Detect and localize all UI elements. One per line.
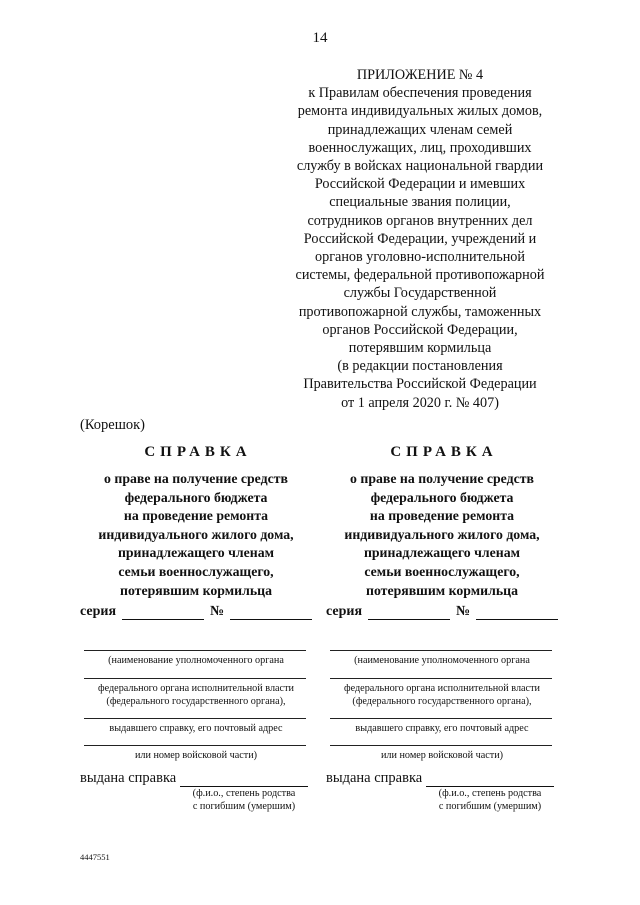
subtitle-line: принадлежащего членам — [363, 545, 521, 561]
issued-row — [80, 770, 312, 787]
appendix-line: службу в войсках национальной гвардии — [296, 158, 544, 175]
authority-caption-3: (федерального государственного органа), — [352, 696, 532, 708]
subtitle-line: федерального бюджета — [370, 489, 514, 505]
authority-field-2[interactable] — [330, 678, 552, 679]
appendix-line: ремонта индивидуальных жилых домов, — [297, 103, 543, 120]
issued-row — [326, 770, 558, 787]
address-field[interactable] — [84, 718, 306, 719]
authority-caption: (наименование уполномоченного органа — [108, 655, 284, 667]
subtitle-line: о праве на получение средств — [104, 471, 288, 486]
appendix-line: Российской Федерации и имевших — [314, 176, 526, 193]
appendix-line: к Правилам обеспечения проведения — [308, 85, 532, 102]
issued-caption-line: с погибшим (умершим) — [192, 801, 296, 813]
appendix-line: специальные звания полиции, — [329, 194, 511, 211]
authority-caption: (наименование уполномоченного органа — [354, 655, 530, 667]
issued-label: выдана справка — [80, 770, 177, 787]
authority-field[interactable] — [330, 650, 552, 651]
subtitle-line: о праве на получение средств — [350, 471, 534, 486]
stub-label: (Корешок) — [80, 417, 146, 433]
authority-caption-2: федерального органа исполнительной власти — [98, 683, 294, 695]
appendix-line: сотрудников органов внутренних дел — [307, 212, 533, 229]
issued-caption — [422, 787, 558, 813]
authority-field-2[interactable] — [84, 678, 306, 679]
series-field[interactable] — [122, 607, 204, 620]
issued-to-field[interactable] — [426, 774, 554, 787]
subtitle-line: семьи военнослужащего, — [118, 563, 274, 579]
appendix-line: военнослужащих, лиц, проходивших — [308, 139, 532, 156]
appendix-line: от 1 апреля 2020 г. № 407) — [341, 394, 499, 411]
unit-field[interactable] — [330, 745, 552, 746]
authority-field[interactable] — [84, 650, 306, 651]
certificate-main — [326, 444, 558, 813]
issued-to-field[interactable] — [180, 774, 308, 787]
issued-caption-line: (ф.и.о., степень родства — [192, 788, 296, 800]
series-number-row — [80, 600, 312, 620]
certificate-title: СПРАВКА — [390, 444, 498, 460]
address-caption: выдавшего справку, его почтовый адрес — [109, 723, 283, 735]
subtitle-line: федерального бюджета — [124, 489, 268, 505]
appendix-line: Российской Федерации, учреждений и — [303, 230, 537, 247]
appendix-line: потерявшим кормильца — [348, 340, 492, 357]
page-number: 14 — [312, 30, 328, 46]
certificate-subtitle — [326, 470, 558, 600]
certificate-stub — [80, 444, 312, 813]
certificate-subtitle — [80, 470, 312, 600]
subtitle-line: потерявшим кормильца — [366, 582, 518, 598]
series-number-row — [326, 600, 558, 620]
subtitle-line: семьи военнослужащего, — [364, 563, 520, 579]
document-id: 4447551 — [80, 852, 110, 862]
unit-caption: или номер войсковой части) — [380, 750, 504, 762]
authority-caption-3: (федерального государственного органа), — [106, 696, 286, 708]
appendix-line: ПРИЛОЖЕНИЕ № 4 — [356, 67, 484, 83]
issued-caption-line: с погибшим (умершим) — [438, 801, 542, 813]
appendix-line: службы Государственной — [343, 285, 497, 302]
number-label: № — [209, 604, 225, 620]
subtitle-line: индивидуального жилого дома, — [98, 526, 294, 542]
issued-caption — [176, 787, 312, 813]
appendix-line: системы, федеральной противопожарной — [295, 267, 545, 284]
issued-caption-line: (ф.и.о., степень родства — [438, 788, 542, 800]
series-label: серия — [80, 604, 117, 620]
appendix-line: органов Российской Федерации, — [322, 321, 518, 338]
authority-caption-2: федерального органа исполнительной власти — [344, 683, 540, 695]
number-label: № — [455, 604, 471, 620]
appendix-line: противопожарной службы, таможенных — [298, 303, 542, 320]
subtitle-line: индивидуального жилого дома, — [344, 526, 540, 542]
subtitle-line: принадлежащего членам — [117, 545, 275, 561]
appendix-line: (в редакции постановления — [337, 358, 503, 375]
series-label: серия — [326, 604, 363, 620]
unit-caption: или номер войсковой части) — [134, 750, 258, 762]
appendix-block — [270, 66, 570, 412]
address-field[interactable] — [330, 718, 552, 719]
address-caption: выдавшего справку, его почтовый адрес — [355, 723, 529, 735]
subtitle-line: потерявшим кормильца — [120, 582, 272, 598]
appendix-line: принадлежащих членам семей — [327, 121, 513, 138]
unit-field[interactable] — [84, 745, 306, 746]
subtitle-line: на проведение ремонта — [369, 508, 515, 524]
series-field[interactable] — [368, 607, 450, 620]
issued-label: выдана справка — [326, 770, 423, 787]
appendix-line: органов уголовно-исполнительной — [315, 249, 525, 266]
appendix-line: Правительства Российской Федерации — [303, 376, 537, 393]
number-field[interactable] — [230, 607, 312, 620]
certificate-title: СПРАВКА — [144, 444, 252, 460]
subtitle-line: на проведение ремонта — [123, 508, 269, 524]
number-field[interactable] — [476, 607, 558, 620]
